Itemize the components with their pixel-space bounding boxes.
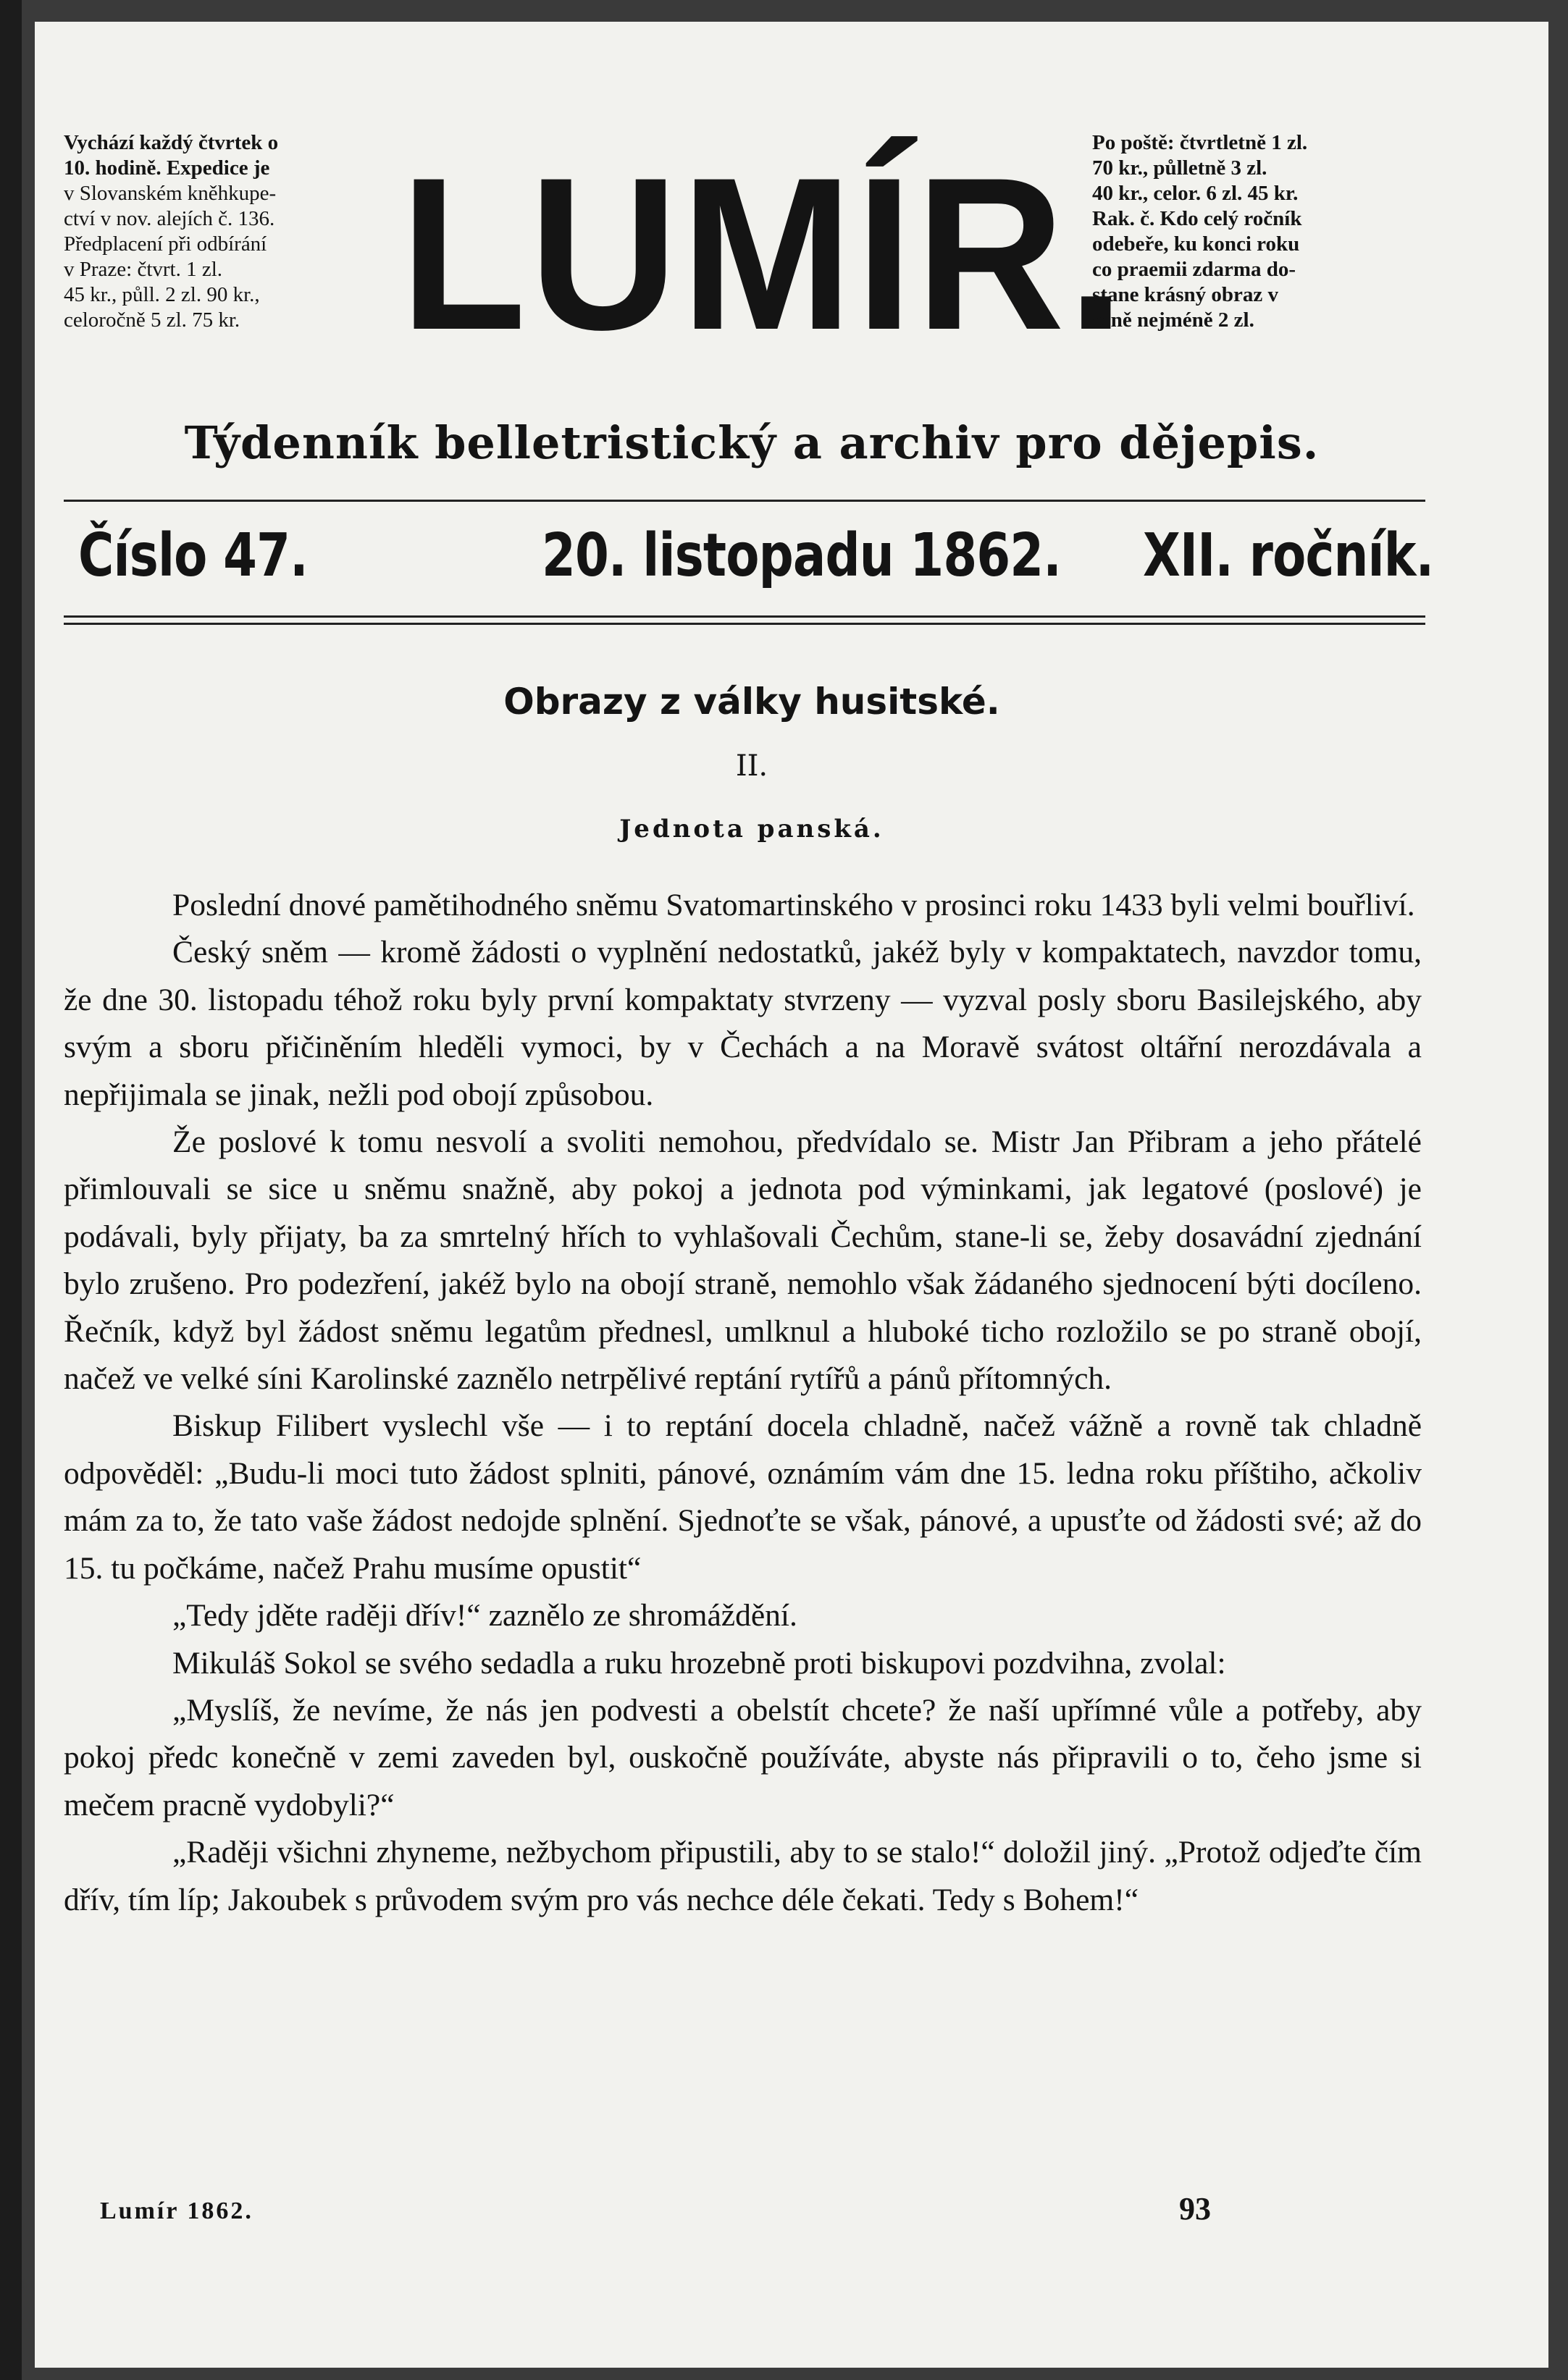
header-left-line: Vychází každý čtvrtek o <box>64 131 279 154</box>
scan-edge <box>0 0 22 2380</box>
masthead-subtitle: Týdenník belletristický a archiv pro dějepis. <box>184 416 1320 469</box>
header-right-line: stane krásný obraz v <box>1092 283 1278 306</box>
header-right-line: 40 kr., celor. 6 zl. 45 kr. <box>1092 182 1299 205</box>
header-left-line: v Slovanském kněhkupe- <box>64 182 277 205</box>
issue-date: 20. listopadu 1862. <box>542 521 1062 590</box>
article-paragraph: Mikuláš Sokol se svého sedadla a ruku hrozebně proti biskupovi pozdvihna, zvolal: <box>172 1645 1226 1681</box>
article-paragraph: Poslední dnové pamětihodného sněmu Svatomartinského v prosinci roku 1433 byli velmi bouřliví. <box>172 888 1415 922</box>
header-right-line: odebeře, ku konci roku <box>1092 232 1300 256</box>
header-left-line: ctví v nov. alejích č. 136. <box>64 207 275 230</box>
article-paragraph: „Tedy jděte raději dřív!“ zaznělo ze shromáždění. <box>172 1598 797 1633</box>
divider-rule <box>64 500 1425 502</box>
article-paragraph: Že poslové k tomu nesvolí a svoliti nemohou, předvídalo se. Mistr Jan Přibram a jeho přátelé přimlouvali se sice u sněmu snažně, aby pokoj a jednota pod výminkami, jak legatové (poslové) je podávali, byly přijaty, ba za smrtelný hřích to vyhlašovali Čechům, stane-li se, žeby dosavádní zjednání bylo zrušeno. Pro podezření, jakéž bylo na obojí straně, nemohlo však žádaného sjednocení býti docíleno. Řečník, když byl žádost sněmu legatům přednesl, umlknul a hluboké ticho rozložilo se po straně obojí, načež ve velké síni Karolinské zaznělo netrpělivé reptání rytířů a pánů přítomných. <box>64 1124 1422 1397</box>
article-title: Obrazy z války husitské. <box>503 681 1000 723</box>
article-paragraph: Biskup Filibert vyslechl vše — i to reptání docela chladně, načež vážně a rovně tak chladně odpověděl: „Budu-li moci tuto žádost splniti, pánové, oznámím vám dne 15. ledna roku příštiho, ačkoliv mám za to, že tato vaše žádost nedojde splnění. Sjednoťte se však, pánové, a upusťte od žádosti své; až do 15. tu počkáme, načež Prahu musíme opustit“ <box>64 1408 1422 1586</box>
divider-rule <box>64 623 1425 625</box>
page-number: 93 <box>1179 2191 1211 2226</box>
article-paragraph: Český sněm — kromě žádosti o vyplnění nedostatků, jakéž byly v kompaktatech, navzdor tomu, že dne 30. listopadu téhož roku byly první kompaktaty stvrzeny — vyzval posly sboru Basilejského, aby svým a sboru přičiněním hleděli vymoci, by v Čechách a na Moravě svátost oltářní nerozdávala a nepřijimala se jinak, nežli pod obojí způsobou. <box>64 935 1422 1112</box>
header-left-line: Předplacení při odbírání <box>64 232 267 256</box>
article-body <box>64 882 1422 1924</box>
issue-number: Číslo 47. <box>78 521 308 590</box>
header-left-line: 45 kr., půll. 2 zl. 90 kr., <box>64 283 260 306</box>
article-subtitle: Jednota panská. <box>619 815 884 844</box>
footer-publication: Lumír 1862. <box>100 2198 253 2224</box>
article-paragraph: „Raději všichni zhyneme, nežbychom připustili, aby to se stalo!“ doložil jiný. „Protož odjeďte čím dřív, tím líp; Jakoubek s průvodem svým pro vás nechce déle čekati. Tedy s Bohem!“ <box>64 1835 1422 1917</box>
header-left-line: v Praze: čtvrt. 1 zl. <box>64 258 223 281</box>
article-part-number: II. <box>735 749 768 783</box>
divider-rule <box>64 615 1425 618</box>
header-right-line: 70 kr., půlletně 3 zl. <box>1092 156 1267 180</box>
newspaper-page <box>35 22 1548 2368</box>
header-postal-info <box>1092 130 1469 333</box>
header-left-line: celoročně 5 zl. 75 kr. <box>64 308 240 332</box>
header-left-line: 10. hodině. Expedice je <box>64 156 270 180</box>
header-right-line: co praemii zdarma do- <box>1092 258 1296 281</box>
header-right-line: Po poště: čtvrtletně 1 zl. <box>1092 131 1308 154</box>
header-right-line: Rak. č. Kdo celý ročník <box>1092 207 1302 230</box>
header-subscription-info <box>64 130 397 333</box>
article-paragraph: „Myslíš, že nevíme, že nás jen podvesti a obelstít chcete? že naší upřímné vůle a potřeby, aby pokoj předc konečně v zemi zaveden byl, ouskočně používáte, abyste nás připravili o to, čeho jsme si mečem pracně vydobyli?“ <box>64 1692 1422 1822</box>
masthead-title: LUMÍR. <box>400 132 1128 375</box>
issue-volume: XII. ročník. <box>1143 521 1434 590</box>
issue-info-row <box>78 521 1434 601</box>
header-right-line: ceně nejméně 2 zl. <box>1092 308 1254 332</box>
